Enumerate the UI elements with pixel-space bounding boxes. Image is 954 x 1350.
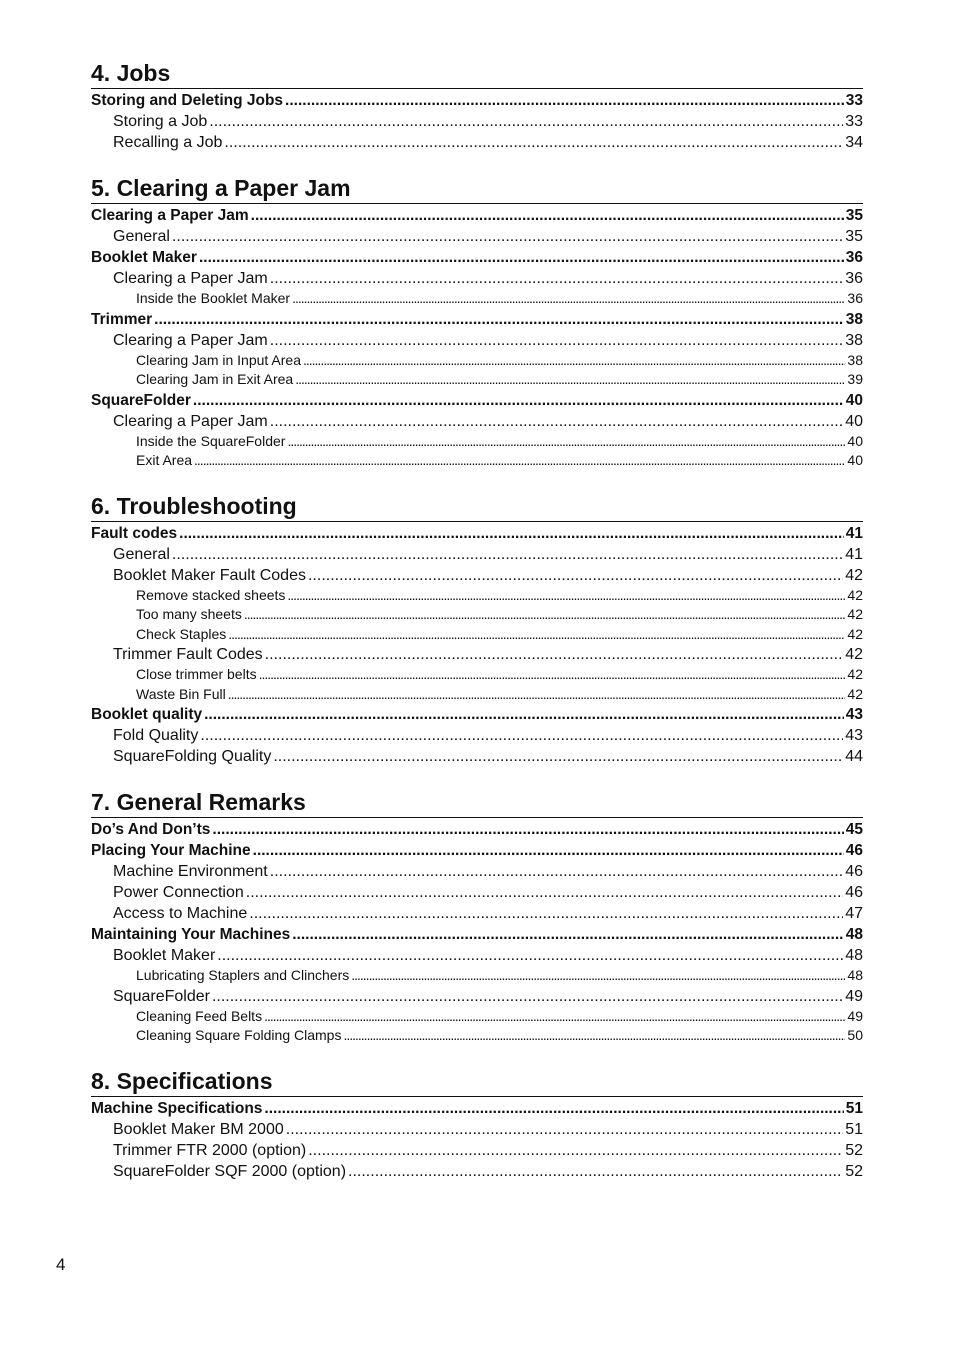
toc-entry-page: 33 xyxy=(845,113,863,130)
toc-entry-title: Recalling a Job xyxy=(113,134,223,151)
toc-entry-title: General xyxy=(113,545,170,563)
toc-entry-title: Machine Environment xyxy=(113,863,268,880)
toc-entry-title: Fault codes xyxy=(91,524,178,542)
toc-entry[interactable] xyxy=(91,903,863,924)
toc-entries xyxy=(91,523,863,768)
toc-entry-title: Clearing a Paper Jam xyxy=(113,270,268,287)
dot-leader xyxy=(308,1140,843,1161)
toc-entry-title: Waste Bin Full xyxy=(136,685,226,702)
toc-entry[interactable] xyxy=(91,945,863,966)
toc-entry-title: Close trimmer belts xyxy=(136,666,257,682)
dot-leader xyxy=(204,704,844,725)
toc-entry-page: 35 xyxy=(845,207,863,224)
toc-entry-title: Trimmer Fault Codes xyxy=(113,646,263,663)
toc-entry[interactable] xyxy=(91,665,863,685)
toc-entry-page: 49 xyxy=(847,1007,863,1024)
toc-entry-page: 40 xyxy=(845,391,863,409)
dot-leader xyxy=(270,330,843,351)
dot-leader xyxy=(179,523,844,544)
dot-leader xyxy=(265,644,844,665)
dot-leader xyxy=(351,966,845,986)
toc-entry[interactable] xyxy=(91,523,863,544)
toc-entry-title: Power Connection xyxy=(113,884,244,901)
toc-entry-title: Exit Area xyxy=(136,452,193,468)
toc-entry[interactable] xyxy=(91,966,863,986)
toc-entry[interactable] xyxy=(91,247,863,268)
toc-entry-page: 51 xyxy=(845,1120,863,1138)
toc-entry-page: 38 xyxy=(845,310,863,328)
toc-entry-page: 40 xyxy=(847,432,863,449)
toc-entry[interactable] xyxy=(91,1026,863,1046)
toc-entry[interactable] xyxy=(91,1161,863,1182)
section-heading: 4. Jobs xyxy=(91,56,863,89)
toc-entry[interactable] xyxy=(91,704,863,725)
toc-entry-page: 34 xyxy=(845,134,863,151)
toc-entry[interactable] xyxy=(91,370,863,390)
toc-entry[interactable] xyxy=(91,432,863,452)
toc-entry-page: 42 xyxy=(847,685,863,702)
toc-section xyxy=(91,171,863,471)
toc-entries xyxy=(91,90,863,153)
toc-entry[interactable] xyxy=(91,725,863,746)
table-of-contents xyxy=(91,56,863,1200)
toc-entry-page: 46 xyxy=(845,863,863,880)
toc-section xyxy=(91,785,863,1046)
toc-entry[interactable] xyxy=(91,390,863,411)
toc-entry-title: Too many sheets xyxy=(136,606,242,622)
toc-entry-title: SquareFolder xyxy=(91,391,191,409)
dot-leader xyxy=(287,432,845,452)
dot-leader xyxy=(251,205,844,226)
toc-entry-page: 40 xyxy=(845,412,863,430)
toc-entry-title: Do’s And Don’ts xyxy=(91,821,211,838)
toc-entry-page: 42 xyxy=(845,646,863,663)
toc-entry-title: Clearing a Paper Jam xyxy=(91,207,249,224)
toc-entry-page: 43 xyxy=(845,706,863,723)
toc-entry-title: Lubricating Staplers and Clinchers xyxy=(136,967,350,983)
dot-leader xyxy=(303,351,845,371)
toc-entry-page: 48 xyxy=(845,926,863,943)
dot-leader xyxy=(285,90,844,111)
dot-leader xyxy=(194,451,845,471)
toc-entry-title: Clearing a Paper Jam xyxy=(113,331,268,349)
dot-leader xyxy=(172,544,843,565)
toc-entry-title: Storing a Job xyxy=(113,113,208,130)
dot-leader xyxy=(172,226,843,247)
toc-entry-page: 40 xyxy=(847,452,863,468)
page-number: 4 xyxy=(56,1255,66,1274)
toc-entry[interactable] xyxy=(91,644,863,665)
toc-entry-title: SquareFolder xyxy=(113,987,210,1005)
dot-leader xyxy=(264,1098,843,1119)
toc-entry[interactable] xyxy=(91,226,863,247)
toc-entry[interactable] xyxy=(91,819,863,840)
toc-entry-title: Booklet Maker xyxy=(113,947,216,964)
toc-entry[interactable] xyxy=(91,309,863,330)
toc-entry-page: 42 xyxy=(847,606,863,622)
toc-entry-title: Inside the Booklet Maker xyxy=(136,290,291,306)
dot-leader xyxy=(228,685,846,705)
toc-entry[interactable] xyxy=(91,132,863,153)
toc-section xyxy=(91,1064,863,1182)
dot-leader xyxy=(292,289,845,309)
toc-entry-page: 51 xyxy=(845,1099,863,1117)
toc-entry-page: 36 xyxy=(847,290,863,306)
dot-leader xyxy=(209,111,843,132)
toc-entry-page: 42 xyxy=(847,586,863,603)
toc-entry-page: 44 xyxy=(845,748,863,765)
toc-entry-title: Booklet quality xyxy=(91,706,203,723)
toc-entry-title: General xyxy=(113,228,170,245)
toc-entry-title: Booklet Maker BM 2000 xyxy=(113,1120,284,1138)
toc-entries xyxy=(91,1098,863,1182)
toc-entry-title: Maintaining Your Machines xyxy=(91,926,291,943)
toc-entries xyxy=(91,819,863,1046)
dot-leader xyxy=(295,370,845,390)
toc-entry[interactable] xyxy=(91,882,863,903)
toc-entry-page: 46 xyxy=(845,842,863,859)
dot-leader xyxy=(270,411,843,432)
dot-leader xyxy=(224,132,843,153)
dot-leader xyxy=(193,390,844,411)
dot-leader xyxy=(292,924,844,945)
section-heading: 8. Specifications xyxy=(91,1064,863,1097)
dot-leader xyxy=(270,861,843,882)
toc-entry-title: Clearing Jam in Exit Area xyxy=(136,371,294,387)
toc-entry[interactable] xyxy=(91,90,863,111)
dot-leader xyxy=(286,1119,843,1140)
toc-entry-page: 50 xyxy=(847,1027,863,1043)
toc-entry-title: Fold Quality xyxy=(113,727,199,744)
toc-entry-page: 48 xyxy=(847,967,863,983)
toc-entry[interactable] xyxy=(91,840,863,861)
toc-entry-page: 46 xyxy=(845,884,863,901)
dot-leader xyxy=(249,903,843,924)
toc-entry-title: Booklet Maker Fault Codes xyxy=(113,566,306,584)
toc-section xyxy=(91,56,863,153)
toc-entry[interactable] xyxy=(91,565,863,586)
dot-leader xyxy=(244,605,846,625)
toc-entry-title: SquareFolding Quality xyxy=(113,748,272,765)
toc-entry-page: 36 xyxy=(845,270,863,287)
toc-entry-title: Inside the SquareFolder xyxy=(136,432,286,449)
dot-leader xyxy=(212,986,843,1007)
toc-entry-page: 39 xyxy=(847,371,863,387)
toc-entry[interactable] xyxy=(91,451,863,471)
toc-entry-title: Remove stacked sheets xyxy=(136,586,286,603)
toc-entry-page: 43 xyxy=(845,727,863,744)
toc-entry[interactable] xyxy=(91,1140,863,1161)
toc-entries xyxy=(91,205,863,471)
dot-leader xyxy=(287,586,845,606)
dot-leader xyxy=(217,945,843,966)
toc-entry[interactable] xyxy=(91,586,863,606)
dot-leader xyxy=(199,247,844,268)
dot-leader xyxy=(253,840,844,861)
toc-entry-title: Trimmer xyxy=(91,310,153,328)
dot-leader xyxy=(348,1161,843,1182)
toc-entry-page: 38 xyxy=(845,331,863,349)
dot-leader xyxy=(270,268,843,289)
section-heading: 7. General Remarks xyxy=(91,785,863,818)
toc-entry-title: Trimmer FTR 2000 (option) xyxy=(113,1141,307,1159)
toc-entry-title: Cleaning Feed Belts xyxy=(136,1007,263,1024)
toc-entry[interactable] xyxy=(91,289,863,309)
toc-entry-page: 52 xyxy=(845,1141,863,1159)
toc-entry[interactable] xyxy=(91,111,863,132)
toc-entry-title: Clearing Jam in Input Area xyxy=(136,351,301,368)
toc-entry-page: 42 xyxy=(847,625,863,642)
toc-entry-title: Machine Specifications xyxy=(91,1099,263,1117)
toc-entry-page: 36 xyxy=(845,249,863,266)
toc-entry-title: Access to Machine xyxy=(113,905,248,922)
toc-entry-page: 52 xyxy=(845,1162,863,1180)
toc-entry[interactable] xyxy=(91,746,863,767)
dot-leader xyxy=(259,665,846,685)
toc-entry-page: 48 xyxy=(845,947,863,964)
toc-entry[interactable] xyxy=(91,351,863,371)
dot-leader xyxy=(200,725,843,746)
dot-leader xyxy=(212,819,843,840)
dot-leader xyxy=(246,882,843,903)
toc-entry-title: Placing Your Machine xyxy=(91,842,251,859)
toc-entry-title: Booklet Maker xyxy=(91,249,197,266)
toc-entry-page: 45 xyxy=(845,821,863,838)
toc-section xyxy=(91,489,863,768)
dot-leader xyxy=(228,625,845,645)
toc-entry[interactable] xyxy=(91,861,863,882)
toc-entry[interactable] xyxy=(91,1119,863,1140)
toc-entry[interactable] xyxy=(91,1098,863,1119)
toc-entry-page: 41 xyxy=(845,524,863,542)
section-heading: 6. Troubleshooting xyxy=(91,489,863,522)
toc-entry[interactable] xyxy=(91,685,863,705)
toc-entry-title: Cleaning Square Folding Clamps xyxy=(136,1027,342,1043)
toc-entry[interactable] xyxy=(91,544,863,565)
toc-entry-page: 35 xyxy=(845,228,863,245)
dot-leader xyxy=(264,1007,845,1027)
toc-entry-page: 33 xyxy=(845,92,863,109)
toc-entry-page: 42 xyxy=(847,666,863,682)
section-heading: 5. Clearing a Paper Jam xyxy=(91,171,863,204)
toc-entry[interactable] xyxy=(91,205,863,226)
toc-entry-title: Check Staples xyxy=(136,625,227,642)
dot-leader xyxy=(154,309,844,330)
toc-entry[interactable] xyxy=(91,1007,863,1027)
toc-entry-title: Clearing a Paper Jam xyxy=(113,412,268,430)
toc-entry-page: 42 xyxy=(845,566,863,584)
dot-leader xyxy=(343,1026,845,1046)
toc-entry-page: 41 xyxy=(845,545,863,563)
toc-entry[interactable] xyxy=(91,411,863,432)
toc-entry-page: 38 xyxy=(847,351,863,368)
toc-entry[interactable] xyxy=(91,268,863,289)
dot-leader xyxy=(308,565,843,586)
toc-entry-title: Storing and Deleting Jobs xyxy=(91,92,284,109)
toc-entry-title: SquareFolder SQF 2000 (option) xyxy=(113,1162,347,1180)
toc-entry[interactable] xyxy=(91,605,863,625)
toc-entry[interactable] xyxy=(91,330,863,351)
toc-entry[interactable] xyxy=(91,924,863,945)
toc-entry[interactable] xyxy=(91,986,863,1007)
dot-leader xyxy=(273,746,843,767)
toc-entry-page: 47 xyxy=(845,905,863,922)
toc-entry-page: 49 xyxy=(845,987,863,1005)
toc-entry[interactable] xyxy=(91,625,863,645)
